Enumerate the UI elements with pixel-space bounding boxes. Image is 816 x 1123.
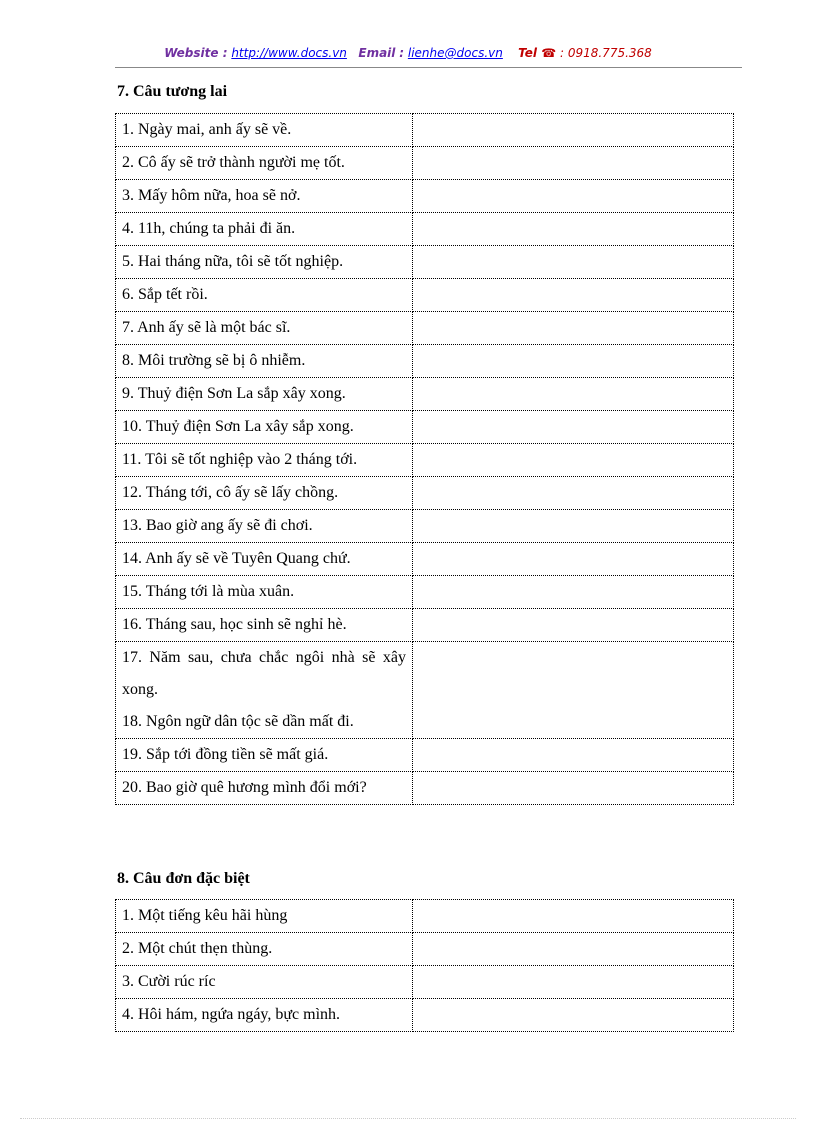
header-divider [115,67,742,68]
sentence-text: 3. Cười rúc ríc [122,973,216,990]
sentence-text: 10. Thuỷ điện Sơn La xây sắp xong. [122,418,354,435]
sentence-cell [116,609,413,642]
section-8-title: 8. Câu đơn đặc biệt [117,870,250,887]
sentence-cell [116,966,413,999]
answer-cell[interactable] [413,900,734,933]
sentence-text: 1. Ngày mai, anh ấy sẽ về. [122,121,292,138]
sentence-cell [116,999,413,1032]
sentence-cell [116,411,413,444]
answer-cell[interactable] [413,999,734,1032]
sentence-cell [116,444,413,477]
answer-cell[interactable] [413,772,734,805]
sentence-cell [116,246,413,279]
table-row [116,345,734,378]
answer-cell[interactable] [413,444,734,477]
sentence-cell [116,378,413,411]
table-row [116,279,734,312]
sentence-text: 14. Anh ấy sẽ về Tuyên Quang chứ. [122,550,351,567]
table-row [116,576,734,609]
table-row [116,246,734,279]
sentence-text: 2. Cô ấy sẽ trở thành người mẹ tốt. [122,154,345,171]
table-row [116,510,734,543]
email-separator: : [399,46,405,60]
answer-cell[interactable] [413,933,734,966]
sentence-cell [116,739,413,772]
sentence-cell [116,180,413,213]
phone-number: : 0918.775.368 [559,46,652,60]
table-row [116,900,734,933]
email-link[interactable]: lienhe@docs.vn [407,46,503,60]
answer-cell[interactable] [413,739,734,772]
section-7-table [115,113,734,805]
table-row [116,966,734,999]
table-row [116,444,734,477]
table-row [116,147,734,180]
sentence-cell [116,279,413,312]
table-row [116,543,734,576]
sentence-text: 20. Bao giờ quê hương mình đổi mới? [122,779,367,796]
sentence-text: 4. 11h, chúng ta phải đi ăn. [122,220,296,237]
table-row [116,772,734,805]
sentence-text: 18. Ngôn ngữ dân tộc sẽ dần mất đi. [122,713,354,730]
answer-cell[interactable] [413,147,734,180]
sentence-cell [116,213,413,246]
sentence-text: 7. Anh ấy sẽ là một bác sĩ. [122,319,291,336]
sentence-text: 15. Tháng tới là mùa xuân. [122,583,295,600]
sentence-cell [116,312,413,345]
sentence-text: 2. Một chút thẹn thùng. [122,940,273,957]
table-row [116,312,734,345]
answer-cell[interactable] [413,246,734,279]
sentence-cell [116,772,413,805]
email-label: Email [358,46,396,60]
answer-cell[interactable] [413,543,734,576]
answer-cell[interactable] [413,279,734,312]
sentence-cell [116,510,413,543]
table-row [116,999,734,1032]
answer-cell[interactable] [413,966,734,999]
answer-cell[interactable] [413,642,734,739]
sentence-cell [116,900,413,933]
section-8-table [115,899,734,1032]
table-row [116,213,734,246]
sentence-cell [116,114,413,147]
answer-cell[interactable] [413,477,734,510]
table-row [116,378,734,411]
sentence-text: 4. Hôi hám, ngứa ngáy, bực mình. [122,1006,341,1023]
table-row [116,180,734,213]
answer-cell[interactable] [413,213,734,246]
table-row [116,609,734,642]
table-row [116,477,734,510]
sentence-cell [116,933,413,966]
table-row [116,739,734,772]
answer-cell[interactable] [413,576,734,609]
answer-cell[interactable] [413,411,734,444]
sentence-text: 12. Tháng tới, cô ấy sẽ lấy chồng. [122,484,339,501]
answer-cell[interactable] [413,345,734,378]
sentence-text: 8. Môi trường sẽ bị ô nhiễm. [122,352,306,369]
sentence-text: 9. Thuỷ điện Sơn La sắp xây xong. [122,385,346,402]
answer-cell[interactable] [413,609,734,642]
sentence-text: 19. Sắp tới đồng tiền sẽ mất giá. [122,746,329,763]
sentence-text: 1. Một tiếng kêu hãi hùng [122,907,288,924]
answer-cell[interactable] [413,378,734,411]
sentence-cell [116,477,413,510]
table-row [116,933,734,966]
answer-cell[interactable] [413,114,734,147]
sentence-cell [116,642,413,739]
sentence-text: 6. Sắp tết rồi. [122,286,208,303]
table-row [116,411,734,444]
sentence-text: 16. Tháng sau, học sinh sẽ nghỉ hè. [122,616,347,633]
sentence-cell [116,543,413,576]
table-row [116,114,734,147]
sentence-cell [116,576,413,609]
phone-label: Tel ☎ [518,46,557,60]
footer-divider [20,1118,796,1119]
section-7-title: 7. Câu tương lai [117,83,228,100]
website-label: Website : [164,46,228,60]
sentence-text: 17. Năm sau, chưa chắc ngôi nhà sẽ xây xong. [122,649,406,698]
sentence-text: 11. Tôi sẽ tốt nghiệp vào 2 tháng tới. [122,451,358,468]
sentence-text: 13. Bao giờ ang ấy sẽ đi chơi. [122,517,313,534]
answer-cell[interactable] [413,312,734,345]
sentence-text: 5. Hai tháng nữa, tôi sẽ tốt nghiệp. [122,253,344,270]
sentence-cell [116,345,413,378]
website-link[interactable]: http://www.docs.vn [231,46,347,60]
answer-cell[interactable] [413,510,734,543]
sentence-text: 3. Mấy hôm nữa, hoa sẽ nở. [122,187,301,204]
table-row [116,642,734,739]
page-header [0,46,816,60]
sentence-cell [116,147,413,180]
answer-cell[interactable] [413,180,734,213]
